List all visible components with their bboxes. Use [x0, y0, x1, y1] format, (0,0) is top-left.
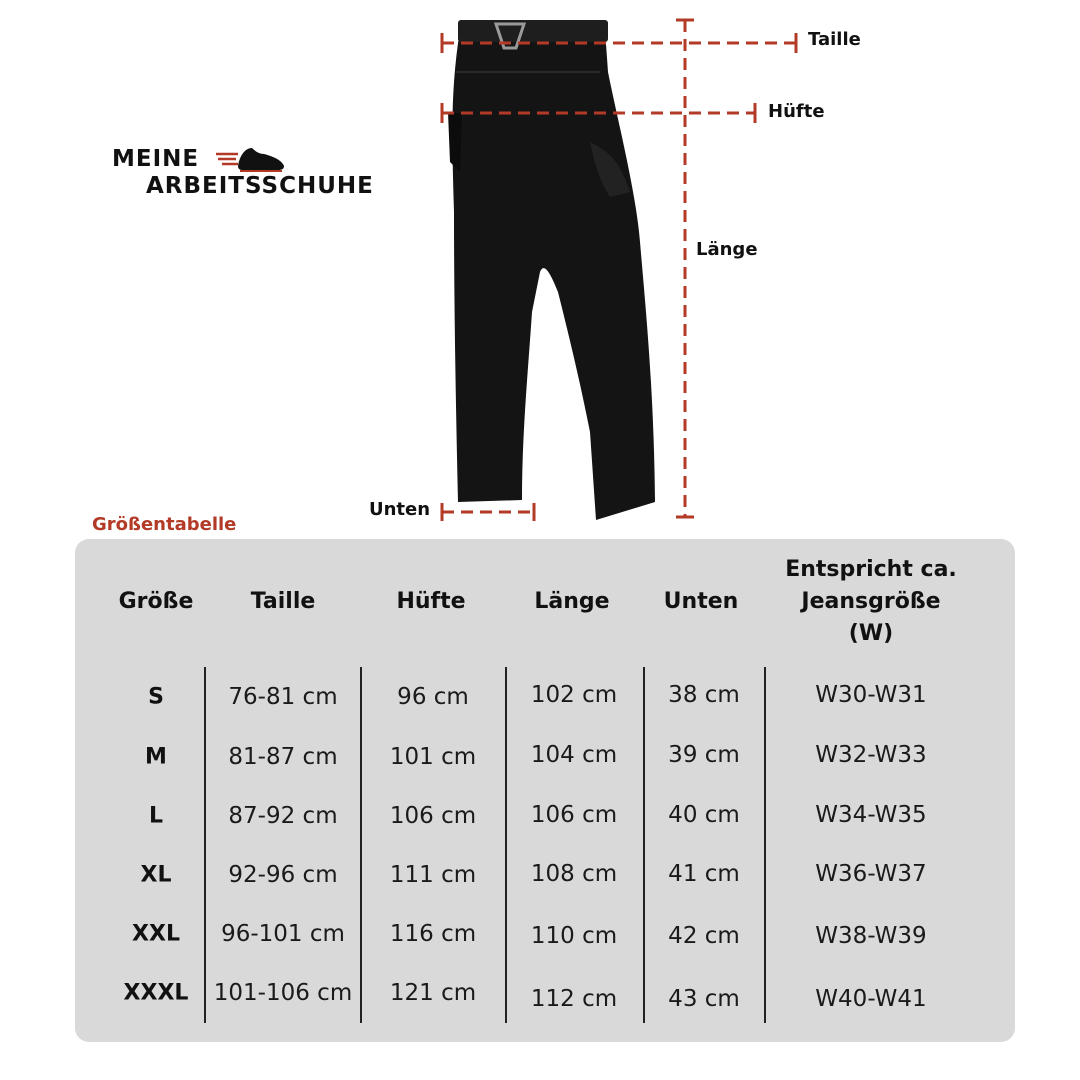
- column-divider: [643, 667, 645, 1023]
- row-length: 106 cm: [530, 802, 618, 828]
- row-size: S: [148, 684, 164, 710]
- row-size: M: [145, 744, 167, 770]
- hem-label: Unten: [369, 499, 431, 520]
- column-divider: [505, 667, 507, 1023]
- row-hem: 40 cm: [668, 802, 740, 828]
- row-hem: 39 cm: [668, 742, 740, 768]
- header-jeans-size: Entspricht ca. Jeansgröße (W): [785, 557, 957, 646]
- header-hip: Hüfte: [396, 589, 466, 614]
- row-hem: 43 cm: [668, 986, 740, 1012]
- row-length: 104 cm: [530, 742, 618, 768]
- row-hip: 106 cm: [389, 803, 477, 829]
- row-hip: 121 cm: [389, 980, 477, 1006]
- running-shoe-icon: [216, 144, 288, 178]
- row-hem: 38 cm: [668, 682, 740, 708]
- row-size: L: [148, 803, 164, 829]
- header-size: Größe: [118, 589, 194, 614]
- row-length: 112 cm: [530, 986, 618, 1012]
- row-hip: 96 cm: [397, 684, 469, 710]
- brand-logo: [112, 146, 392, 206]
- row-hem: 41 cm: [668, 861, 740, 887]
- row-hip: 101 cm: [389, 744, 477, 770]
- length-label: Länge: [696, 239, 758, 260]
- row-size: XXXL: [123, 980, 189, 1006]
- row-jeans: W38-W39: [815, 923, 927, 949]
- row-waist: 76-81 cm: [228, 684, 338, 710]
- size-table: [75, 539, 1015, 1042]
- size-chart-caption: Größentabelle: [92, 514, 237, 535]
- row-jeans: W30-W31: [815, 682, 927, 708]
- brand-line-2: ARBEITSSCHUHE: [146, 173, 374, 199]
- hip-label: Hüfte: [768, 101, 825, 122]
- row-jeans: W34-W35: [815, 802, 927, 828]
- row-waist: 96-101 cm: [221, 921, 345, 947]
- row-jeans: W32-W33: [815, 742, 927, 768]
- row-size: XL: [140, 862, 172, 888]
- row-jeans: W36-W37: [815, 861, 927, 887]
- brand-line-1: MEINE: [112, 146, 200, 172]
- row-size: XXL: [132, 921, 180, 947]
- row-hip: 111 cm: [389, 862, 477, 888]
- pants-illustration: [440, 12, 670, 537]
- row-waist: 92-96 cm: [228, 862, 338, 888]
- row-jeans: W40-W41: [815, 986, 927, 1012]
- row-length: 110 cm: [530, 923, 618, 949]
- row-waist: 87-92 cm: [228, 803, 338, 829]
- row-length: 102 cm: [530, 682, 618, 708]
- column-divider: [204, 667, 206, 1023]
- header-waist: Taille: [250, 589, 316, 614]
- row-length: 108 cm: [530, 861, 618, 887]
- row-waist: 101-106 cm: [213, 980, 353, 1006]
- row-hip: 116 cm: [389, 921, 477, 947]
- header-hem: Unten: [663, 589, 739, 614]
- column-divider: [764, 667, 766, 1023]
- waist-label: Taille: [808, 29, 861, 50]
- row-hem: 42 cm: [668, 923, 740, 949]
- row-waist: 81-87 cm: [228, 744, 338, 770]
- header-length: Länge: [534, 589, 610, 614]
- column-divider: [360, 667, 362, 1023]
